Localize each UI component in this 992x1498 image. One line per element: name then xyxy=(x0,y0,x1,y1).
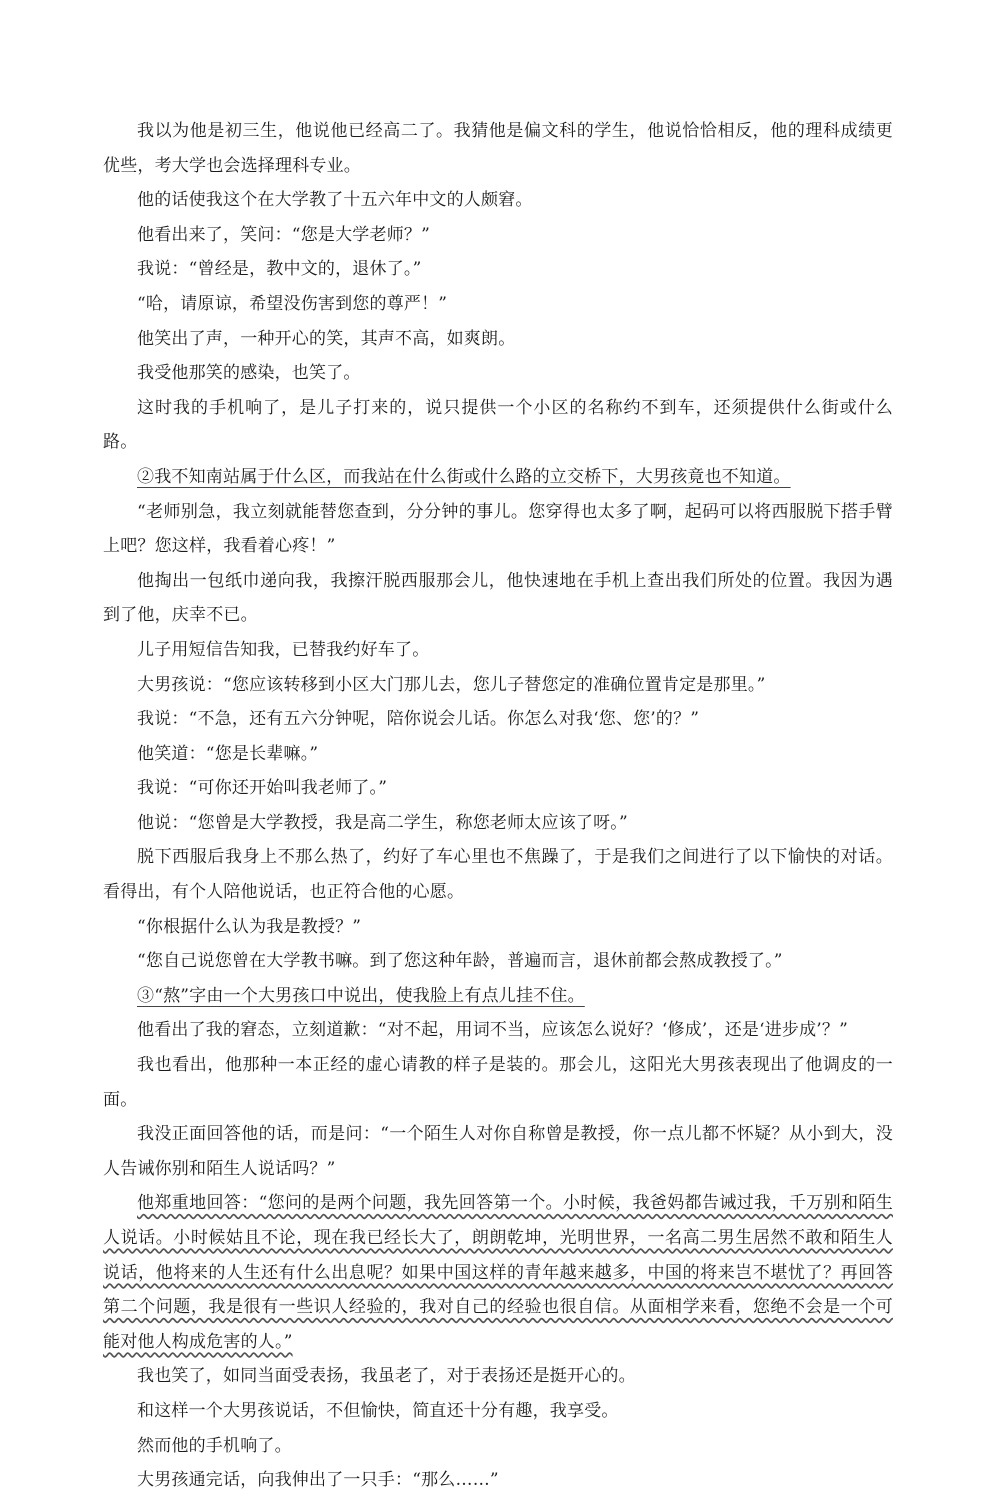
underlined-sentence-2: ②我不知南站属于什么区，而我站在什么街或什么路的立交桥下，大男孩竟也不知道。 xyxy=(137,466,791,487)
paragraph: 他看出了我的窘态，立刻道歉：“对不起，用词不当，应该怎么说好？‘修成’，还是‘进步成’？” xyxy=(137,1020,848,1041)
paragraph: 我也笑了，如同当面受表扬，我虽老了，对于表扬还是挺开心的。 xyxy=(137,1366,636,1387)
paragraph: “您自己说您曾在大学教书嘛。到了您这种年龄，普遍而言，退休前都会熬成教授了。” xyxy=(137,951,783,972)
paragraph: 脱下西服后我身上不那么热了，约好了车心里也不焦躁了，于是我们之间进行了以下愉快的对话。看得出，有个人陪他说话，也正符合他的心愿。 xyxy=(103,847,893,903)
paragraph: “哈，请原谅，希望没伤害到您的尊严！” xyxy=(137,293,448,314)
wavy-underlined-paragraph: 他郑重地回答：“您问的是两个问题，我先回答第一个。小时候，我爸妈都告诫过我，千万别和陌生人说话。小时候姑且不论，现在我已经长大了，朗朗乾坤，光明世界，一名高二男生居然不敢和陌生人说话，他将来的人生还有什么出息呢？如果中国这样的青年越来越多，中国的将来岂不堪忧了？再回答第二个问题，我是很有一些识人经验的，我对自己的经验也很自信。从面相学来看，您绝不会是一个可能对他人构成危害的人。” xyxy=(103,1193,893,1352)
underlined-sentence-3: ③“熬”字由一个大男孩口中说出，使我脸上有点儿挂不住。 xyxy=(137,985,585,1006)
paragraph: 和这样一个大男孩说话，不但愉快，简直还十分有趣，我享受。 xyxy=(137,1400,619,1421)
paragraph: 儿子用短信告知我，已替我约好车了。 xyxy=(137,639,430,660)
paragraph: “老师别急，我立刻就能替您查到，分分钟的事儿。您穿得也太多了啊，起码可以将西服脱下搭手臂上吧？您这样，我看着心疼！” xyxy=(103,501,893,557)
paragraph: “你根据什么认为我是教授？” xyxy=(137,916,362,937)
paragraph: 他的话使我这个在大学教了十五六年中文的人颇窘。 xyxy=(137,190,533,211)
paragraph: 然而他的手机响了。 xyxy=(137,1435,292,1456)
paragraph: 他掏出一包纸巾递向我，我擦汗脱西服那会儿，他快速地在手机上查出我们所处的位置。我因为遇到了他，庆幸不已。 xyxy=(103,570,893,626)
paragraph: 我说：“不急，还有五六分钟呢，陪你说会儿话。你怎么对我‘您、您’的？” xyxy=(137,709,700,730)
paragraph: 我也看出，他那种一本正经的虚心请教的样子是装的。那会儿，这阳光大男孩表现出了他调皮的一面。 xyxy=(103,1055,893,1110)
paragraph: 这时我的手机响了，是儿子打来的，说只提供一个小区的名称约不到车，还须提供什么街或什么路。 xyxy=(103,397,893,453)
paragraph: 大男孩通完话，向我伸出了一只手：“那么……” xyxy=(137,1470,499,1491)
paragraph: 他说：“您曾是大学教授，我是高二学生，称您老师太应该了呀。” xyxy=(137,812,628,833)
paragraph: 他看出来了，笑问：“您是大学老师？” xyxy=(137,224,430,245)
paragraph: 我受他那笑的感染，也笑了。 xyxy=(137,363,361,384)
paragraph: 他笑出了声，一种开心的笑，其声不高，如爽朗。 xyxy=(137,328,516,349)
paragraph: 我以为他是初三生，他说他已经高二了。我猜他是偏文科的学生，他说恰恰相反，他的理科成绩更优些，考大学也会选择理科专业。 xyxy=(103,121,893,176)
paragraph: 大男孩说：“您应该转移到小区大门那儿去，您儿子替您定的准确位置肯定是那里。” xyxy=(137,674,766,695)
paragraph: 我说：“曾经是，教中文的，退休了。” xyxy=(137,259,422,280)
article-body xyxy=(103,114,893,1498)
paragraph: 我说：“可你还开始叫我老师了。” xyxy=(137,778,388,799)
paragraph: 他笑道：“您是长辈嘛。” xyxy=(137,743,319,764)
paragraph: 我没正面回答他的话，而是问：“一个陌生人对你自称曾是教授，你一点儿都不怀疑？从小到大，没人告诫你别和陌生人说话吗？” xyxy=(103,1124,893,1179)
